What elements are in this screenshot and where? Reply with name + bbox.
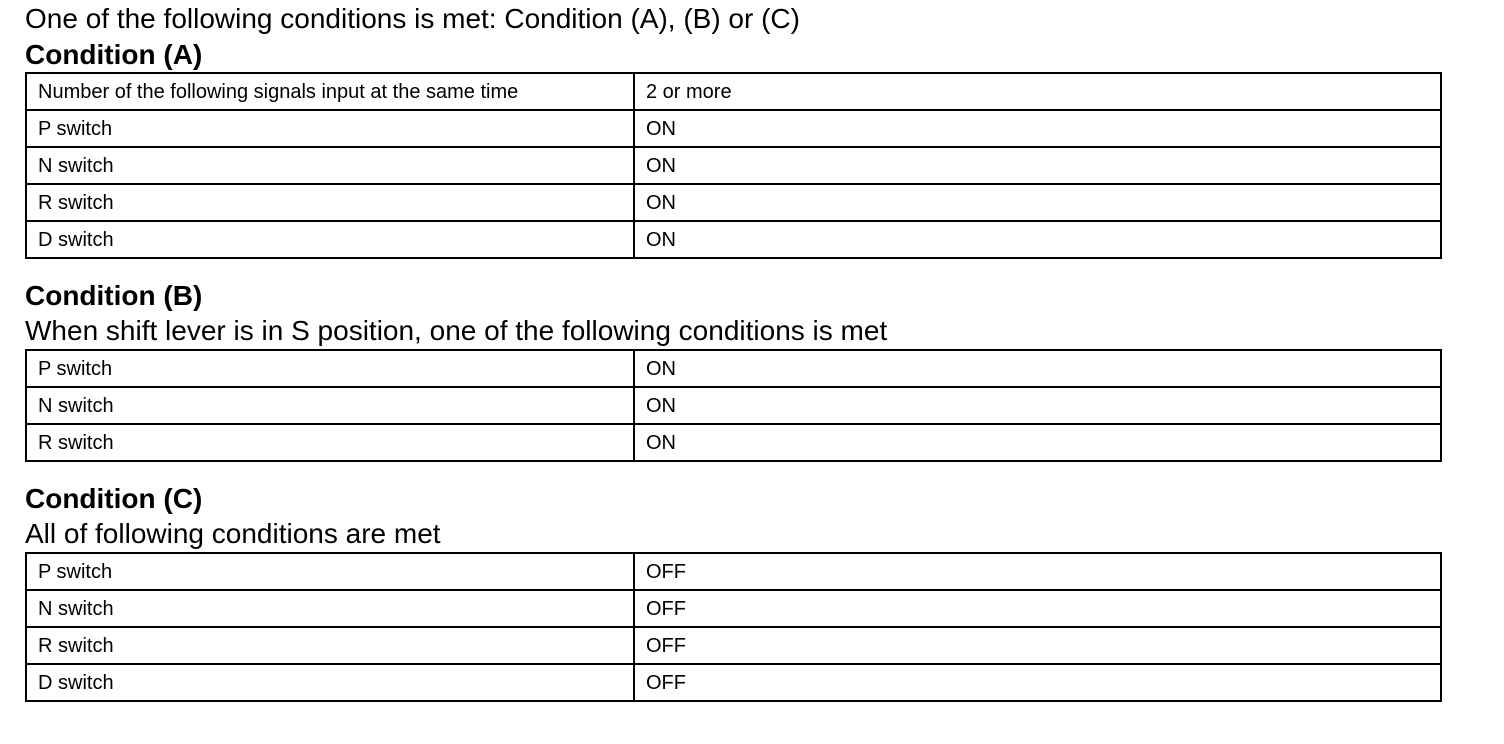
condition-value: OFF	[634, 627, 1441, 664]
section-spacer	[25, 259, 1442, 278]
section-spacer	[25, 462, 1442, 481]
condition-b-table	[25, 349, 1442, 462]
condition-item: N switch	[26, 147, 634, 184]
table-row	[26, 387, 1441, 424]
table-row	[26, 664, 1441, 701]
condition-item: P switch	[26, 350, 634, 387]
condition-value: OFF	[634, 664, 1441, 701]
table-row	[26, 590, 1441, 627]
condition-value: ON	[634, 147, 1441, 184]
table-row	[26, 221, 1441, 258]
table-row	[26, 147, 1441, 184]
condition-item: D switch	[26, 664, 634, 701]
condition-value: 2 or more	[634, 73, 1441, 110]
intro-text: One of the following conditions is met: Condition (A), (B) or (C)	[25, 3, 800, 34]
condition-item: R switch	[26, 424, 634, 461]
condition-value: ON	[634, 110, 1441, 147]
condition-value: ON	[634, 221, 1441, 258]
condition-value: ON	[634, 387, 1441, 424]
condition-item: Number of the following signals input at the same time	[26, 73, 634, 110]
condition-item: R switch	[26, 627, 634, 664]
table-row	[26, 424, 1441, 461]
condition-item: R switch	[26, 184, 634, 221]
table-row	[26, 553, 1441, 590]
table-row	[26, 110, 1441, 147]
condition-value: OFF	[634, 553, 1441, 590]
condition-value: ON	[634, 424, 1441, 461]
condition-item: P switch	[26, 110, 634, 147]
document-page	[25, 0, 1442, 702]
condition-a-title: Condition (A)	[25, 39, 203, 70]
condition-b-title: Condition (B)	[25, 280, 203, 311]
condition-c-description: All of following conditions are met	[25, 518, 441, 549]
table-row	[26, 350, 1441, 387]
condition-item: N switch	[26, 387, 634, 424]
table-row	[26, 627, 1441, 664]
condition-c-title: Condition (C)	[25, 483, 203, 514]
condition-a-table	[25, 72, 1442, 259]
table-row	[26, 184, 1441, 221]
condition-b-description: When shift lever is in S position, one of the following conditions is met	[25, 315, 888, 346]
condition-value: ON	[634, 184, 1441, 221]
condition-item: P switch	[26, 553, 634, 590]
condition-value: OFF	[634, 590, 1441, 627]
condition-item: D switch	[26, 221, 634, 258]
condition-value: ON	[634, 350, 1441, 387]
condition-item: N switch	[26, 590, 634, 627]
table-row	[26, 73, 1441, 110]
condition-c-table	[25, 552, 1442, 702]
